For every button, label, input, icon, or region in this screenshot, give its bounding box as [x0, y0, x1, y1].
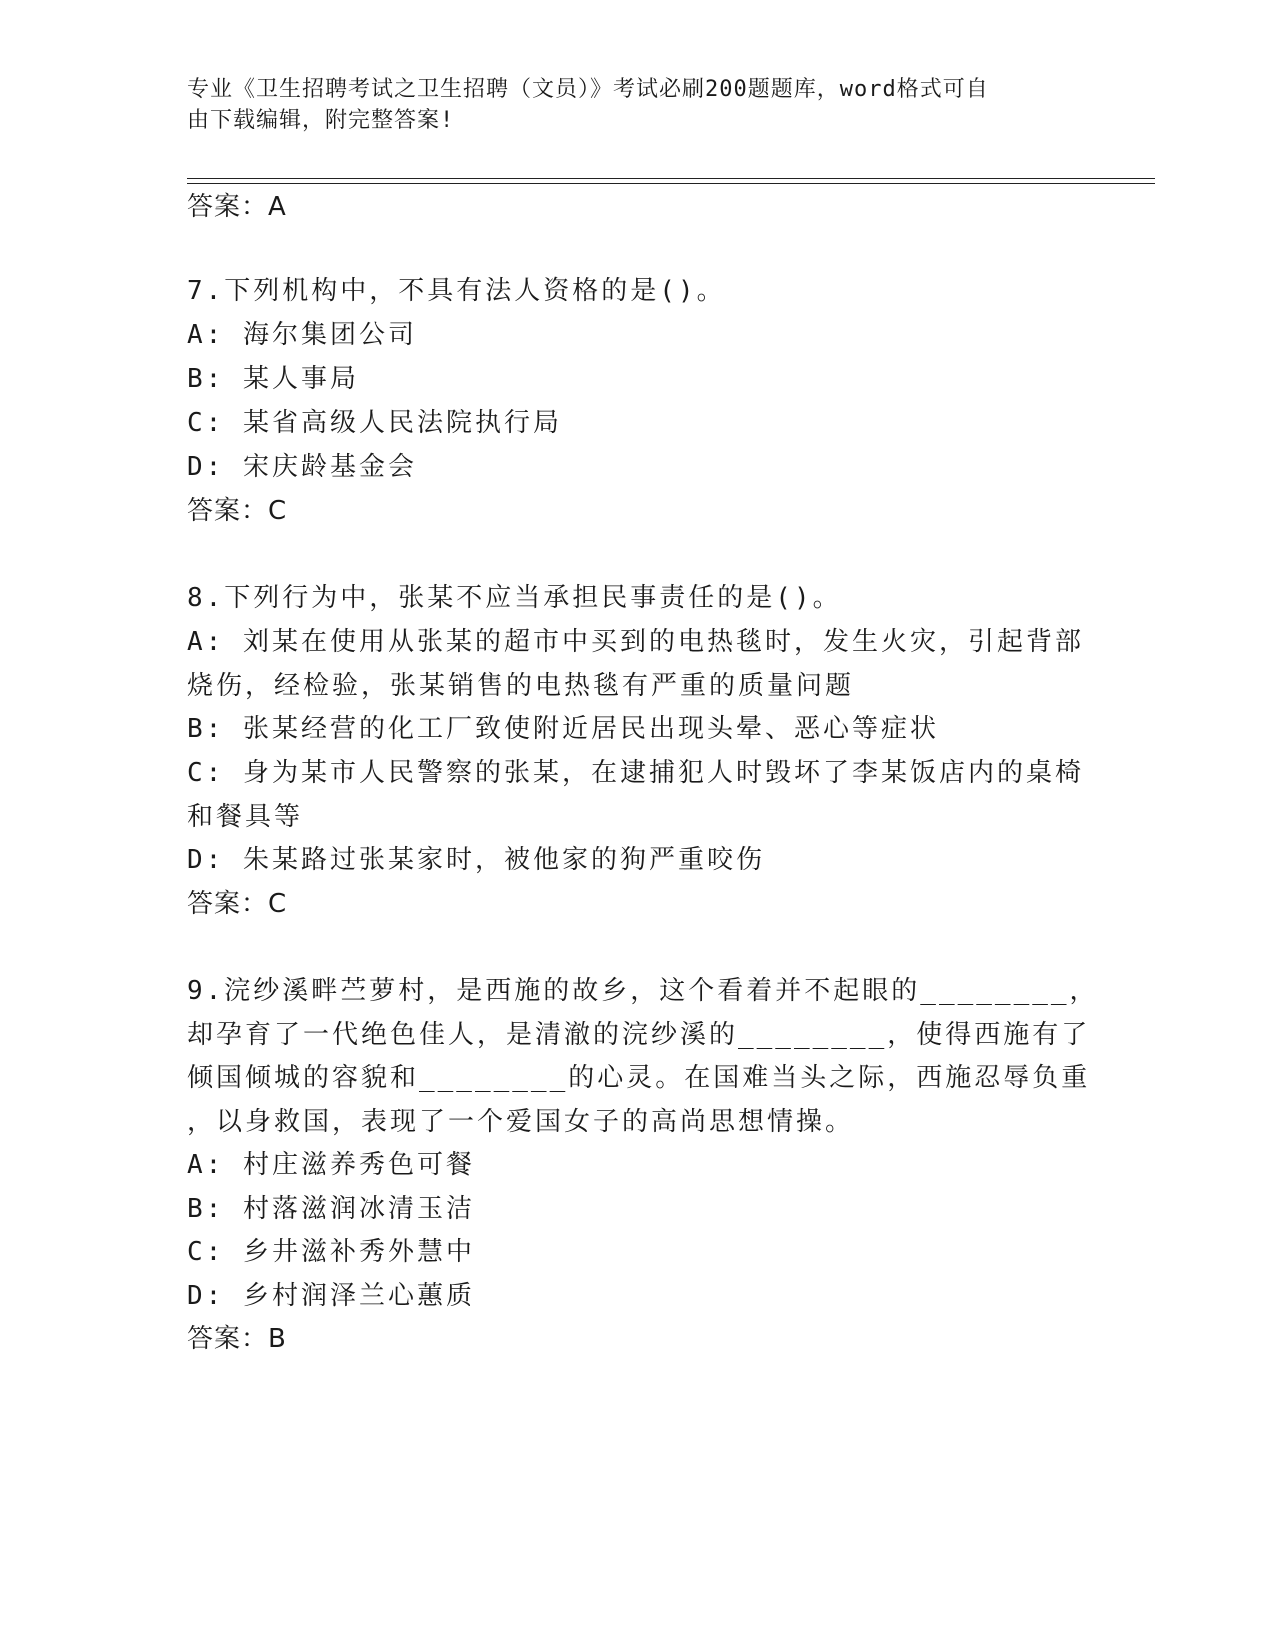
question-8-option-b: B: 张某经营的化工厂致使附近居民出现头晕、恶心等症状	[187, 714, 939, 744]
question-8-stem: 8.下列行为中，张某不应当承担民事责任的是()。	[187, 583, 842, 613]
question-7-option-a: A: 海尔集团公司	[187, 320, 417, 350]
header-divider-top	[187, 178, 1155, 179]
question-8-option-c: C: 身为某市人民警察的张某，在逮捕犯人时毁坏了李某饭店内的桌椅	[187, 758, 1084, 788]
question-9-stem-line-2: 却孕育了一代绝色佳人，是清澈的浣纱溪的________，使得西施有了	[187, 1020, 1091, 1050]
question-7-stem: 7.下列机构中，不具有法人资格的是()。	[187, 276, 726, 306]
header-line-1: 专业《卫生招聘考试之卫生招聘（文员）》考试必刷200题题库，word格式可自	[187, 77, 989, 102]
question-9-option-a: A: 村庄滋养秀色可餐	[187, 1150, 475, 1180]
question-9-option-c: C: 乡井滋补秀外慧中	[187, 1237, 475, 1267]
question-9-option-d: D: 乡村润泽兰心蕙质	[187, 1281, 475, 1311]
previous-answer: 答案：A	[187, 192, 287, 222]
question-9-stem-line-3: 倾国倾城的容貌和________的心灵。在国难当头之际，西施忍辱负重	[187, 1063, 1091, 1093]
question-9-option-b: B: 村落滋润冰清玉洁	[187, 1194, 475, 1224]
question-9-stem-line-1: 9.浣纱溪畔苎萝村，是西施的故乡，这个看着并不起眼的________，	[187, 976, 1099, 1006]
question-8-option-d: D: 朱某路过张某家时，被他家的狗严重咬伤	[187, 845, 765, 875]
question-8-answer: 答案：C	[187, 889, 288, 919]
question-7-answer: 答案：C	[187, 496, 288, 526]
document-header	[187, 74, 1067, 136]
question-9-answer: 答案：B	[187, 1324, 287, 1354]
question-7-option-c: C: 某省高级人民法院执行局	[187, 408, 562, 438]
question-8-option-c-cont: 和餐具等	[187, 802, 304, 832]
header-divider-bottom	[187, 183, 1155, 184]
question-8-option-a-cont: 烧伤，经检验，张某销售的电热毯有严重的质量问题	[187, 671, 855, 701]
question-7-option-d: D: 宋庆龄基金会	[187, 452, 417, 482]
question-8-option-a: A: 刘某在使用从张某的超市中买到的电热毯时，发生火灾，引起背部	[187, 627, 1084, 657]
header-line-2: 由下载编辑，附完整答案!	[187, 108, 455, 133]
question-7-option-b: B: 某人事局	[187, 364, 359, 394]
question-9-stem-line-4: ，以身救国，表现了一个爱国女子的高尚思想情操。	[187, 1107, 855, 1137]
